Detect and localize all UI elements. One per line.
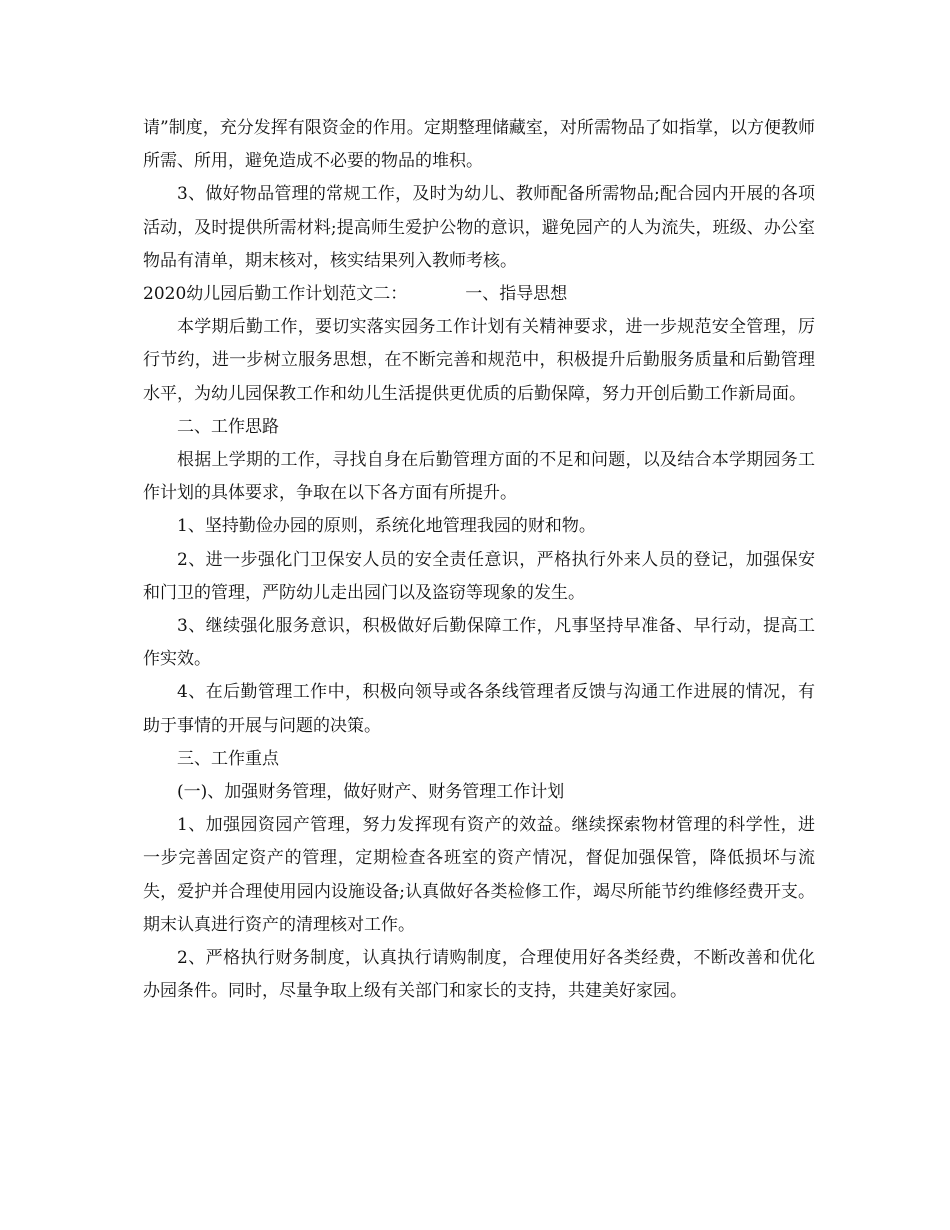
section-title: 2020幼儿园后勤工作计划范文二： bbox=[143, 284, 408, 305]
section-heading-work-focus: 三、工作重点 bbox=[177, 748, 279, 769]
section-heading-work-approach: 二、工作思路 bbox=[177, 416, 279, 437]
paragraph-approach-1: 1、坚持勤俭办园的原则，系统化地管理我园的财和物。 bbox=[177, 516, 596, 537]
paragraph-focus-2: 2、严格执行财务制度，认真执行请购制度，合理使用好各类经费，不断改善和优化办园条件。同时，尽量争取上级有关部门和家长的支持，共建美好家园。 bbox=[143, 948, 815, 1002]
paragraph-approach-4: 4、在后勤管理工作中，积极向领导或各条线管理者反馈与沟通工作进展的情况，有助于事情的开展与问题的决策。 bbox=[143, 682, 815, 736]
paragraph-item-3: 3、做好物品管理的常规工作，及时为幼儿、教师配备所需物品;配合园内开展的各项活动，及时提供所需材料;提高师生爱护公物的意识，避免园产的人为流失，班级、办公室物品有清单，期末核对，核实结果列入教师考核。 bbox=[143, 184, 815, 271]
paragraph-work-approach: 根据上学期的工作，寻找自身在后勤管理方面的不足和问题，以及结合本学期园务工作计划的具体要求，争取在以下各方面有所提升。 bbox=[143, 450, 815, 504]
paragraph-approach-2: 2、进一步强化门卫保安人员的安全责任意识，严格执行外来人员的登记，加强保安和门卫的管理，严防幼儿走出园门以及盗窃等现象的发生。 bbox=[143, 549, 815, 603]
section-heading-guiding-thought: 一、指导思想 bbox=[465, 284, 568, 305]
paragraph-approach-3: 3、继续强化服务意识，积极做好后勤保障工作，凡事坚持早准备、早行动，提高工作实效。 bbox=[143, 616, 815, 670]
paragraph-guiding-thought: 本学期后勤工作，要切实落实园务工作计划有关精神要求，进一步规范安全管理，厉行节约，进一步树立服务思想，在不断完善和规范中，积极提升后勤服务质量和后勤管理水平，为幼儿园保教工作和幼儿生活提供更优质的后勤保障，努力开创后勤工作新局面。 bbox=[143, 317, 815, 404]
document-body bbox=[143, 112, 815, 1008]
subsection-heading-finance: (一)、加强财务管理，做好财产、财务管理工作计划 bbox=[177, 782, 565, 803]
section-title-line bbox=[143, 278, 815, 311]
paragraph-continuation: 请”制度，充分发挥有限资金的作用。定期整理储藏室，对所需物品了如指掌，以方便教师所需、所用，避免造成不必要的物品的堆积。 bbox=[143, 118, 815, 172]
paragraph-focus-1: 1、加强园资园产管理，努力发挥现有资产的效益。继续探索物材管理的科学性，进一步完善固定资产的管理，定期检查各班室的资产情况，督促加强保管，降低损坏与流失，爱护并合理使用园内设施设备;认真做好各类检修工作，竭尽所能节约维修经费开支。期末认真进行资产的清理核对工作。 bbox=[143, 815, 815, 935]
